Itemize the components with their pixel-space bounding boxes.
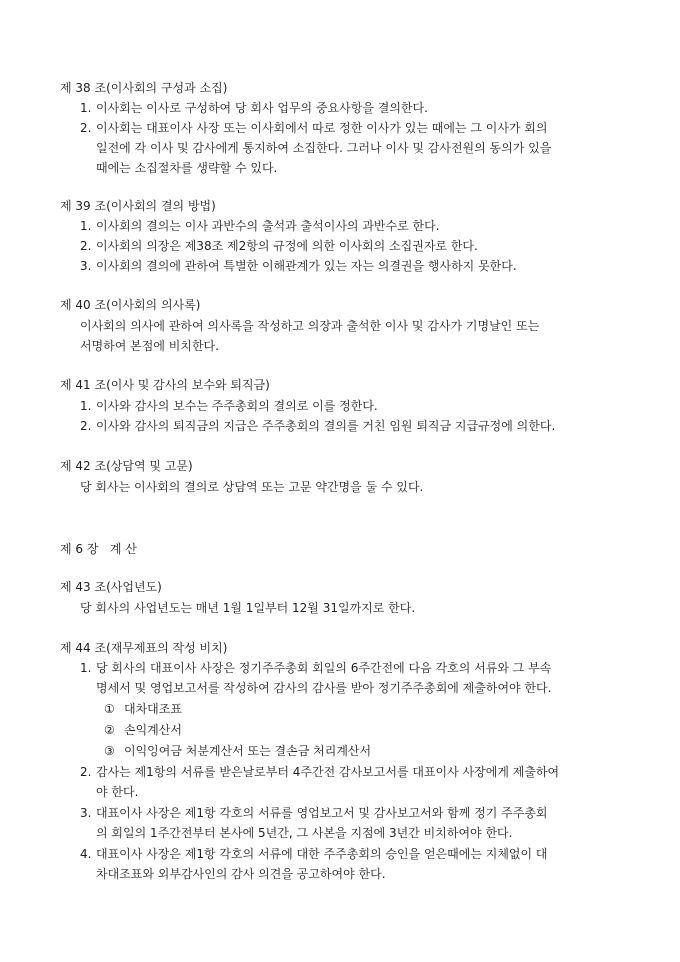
item-text: 이사회의 의장은 제38조 제2항의 규정에 의한 이사회의 소집권자로 한다. — [96, 239, 478, 253]
article-heading: 제 40 조(이사회의 의사록) — [60, 298, 201, 312]
article-heading: 제 43 조(사업년도) — [60, 580, 162, 594]
item-number: 2. — [80, 239, 92, 253]
sub-item — [104, 701, 182, 717]
circled-number: ① — [104, 702, 115, 716]
list-item — [80, 398, 378, 414]
paragraph-line: 서명하여 본점에 비치한다. — [80, 339, 219, 353]
item-number: 4. — [80, 847, 92, 861]
item-text-continued: 때에는 소집절차를 생략할 수 있다. — [96, 161, 278, 175]
list-item — [80, 418, 555, 434]
item-number: 2. — [80, 419, 92, 433]
item-text-continued: 일전에 각 이사 및 감사에게 통지하여 소집한다. 그러나 이사 및 감사전원의 동의가 있을 — [96, 141, 552, 155]
item-text: 이사와 감사의 퇴직금의 지급은 주주총회의 결의를 거친 임원 퇴직금 지급규정에 의한다. — [96, 419, 556, 433]
item-text-continued: 의 회일의 1주간전부터 본사에 5년간, 그 사본을 지점에 3년간 비치하여야 한다. — [96, 826, 513, 840]
circled-number: ③ — [104, 744, 115, 758]
item-text: 당 회사의 대표이사 사장은 정기주주총회 회일의 6주간전에 다음 각호의 서류와 그 부속 — [96, 661, 552, 675]
item-number: 3. — [80, 806, 92, 820]
article-heading: 제 44 조(재무제표의 작성 비치) — [60, 641, 228, 655]
item-text: 이사회의 결의에 관하여 특별한 이해관계가 있는 자는 의결권을 행사하지 못한다. — [96, 259, 517, 273]
item-text: 이사회는 이사로 구성하여 당 회사 업무의 중요사항을 결의한다. — [96, 101, 428, 115]
sub-item-text: 이익잉여금 처분계산서 또는 결손금 처리계산서 — [124, 744, 372, 758]
item-text-continued: 차대조표와 외부감사인의 감사 의견을 공고하여야 한다. — [96, 867, 386, 881]
item-number: 2. — [80, 121, 92, 135]
item-text: 이사회는 대표이사 사장 또는 이사회에서 따로 정한 이사가 있는 때에는 그 이사가 회의 — [96, 121, 548, 135]
sub-item-text: 대차대조표 — [124, 702, 182, 716]
circled-number: ② — [104, 723, 115, 737]
list-item — [80, 120, 548, 136]
item-number: 3. — [80, 259, 92, 273]
item-number: 1. — [80, 661, 92, 675]
item-number: 1. — [80, 101, 92, 115]
item-text: 이사와 감사의 보수는 주주총회의 결의로 이를 정한다. — [96, 399, 378, 413]
article-heading: 제 38 조(이사회의 구성과 소집) — [60, 81, 228, 95]
paragraph-line: 당 회사는 이사회의 결의로 상담역 또는 고문 약간명을 둘 수 있다. — [80, 480, 424, 494]
list-item — [80, 100, 428, 116]
item-text-continued: 명세서 및 영업보고서를 작성하여 감사의 감사를 받아 정기주주총회에 제출하여야 한다. — [96, 681, 552, 695]
article-heading: 제 42 조(상담역 및 고문) — [60, 459, 193, 473]
item-text: 감사는 제1항의 서류를 받은날로부터 4주간전 감사보고서를 대표이사 사장에게 제출하여 — [96, 765, 560, 779]
list-item — [80, 846, 548, 862]
list-item — [80, 660, 551, 676]
item-text: 대표이사 사장은 제1항 각호의 서류를 영업보고서 및 감사보고서와 함께 정기 주주총회 — [96, 806, 548, 820]
sub-item — [104, 743, 371, 759]
item-number: 1. — [80, 219, 92, 233]
chapter-heading: 제 6 장 계 산 — [60, 542, 137, 556]
list-item — [80, 805, 548, 821]
sub-item-text: 손익계산서 — [124, 723, 182, 737]
paragraph-line: 당 회사의 사업년도는 매년 1월 1일부터 12월 31일까지로 한다. — [80, 601, 416, 615]
item-text: 대표이사 사장은 제1항 각호의 서류에 대한 주주총회의 승인을 얻은때에는 지체없이 대 — [96, 847, 548, 861]
list-item — [80, 764, 559, 780]
item-text-continued: 야 한다. — [96, 785, 139, 799]
item-number: 2. — [80, 765, 92, 779]
list-item — [80, 218, 440, 234]
sub-item — [104, 722, 182, 738]
list-item — [80, 238, 478, 254]
article-heading: 제 41 조(이사 및 감사의 보수와 퇴직금) — [60, 378, 270, 392]
paragraph-line: 이사회의 의사에 관하여 의사록을 작성하고 의장과 출석한 이사 및 감사가 기명날인 또는 — [80, 319, 540, 333]
list-item — [80, 258, 517, 274]
item-number: 1. — [80, 399, 92, 413]
item-text: 이사회의 결의는 이사 과반수의 출석과 출석이사의 과반수로 한다. — [96, 219, 440, 233]
article-heading: 제 39 조(이사회의 결의 방법) — [60, 199, 216, 213]
